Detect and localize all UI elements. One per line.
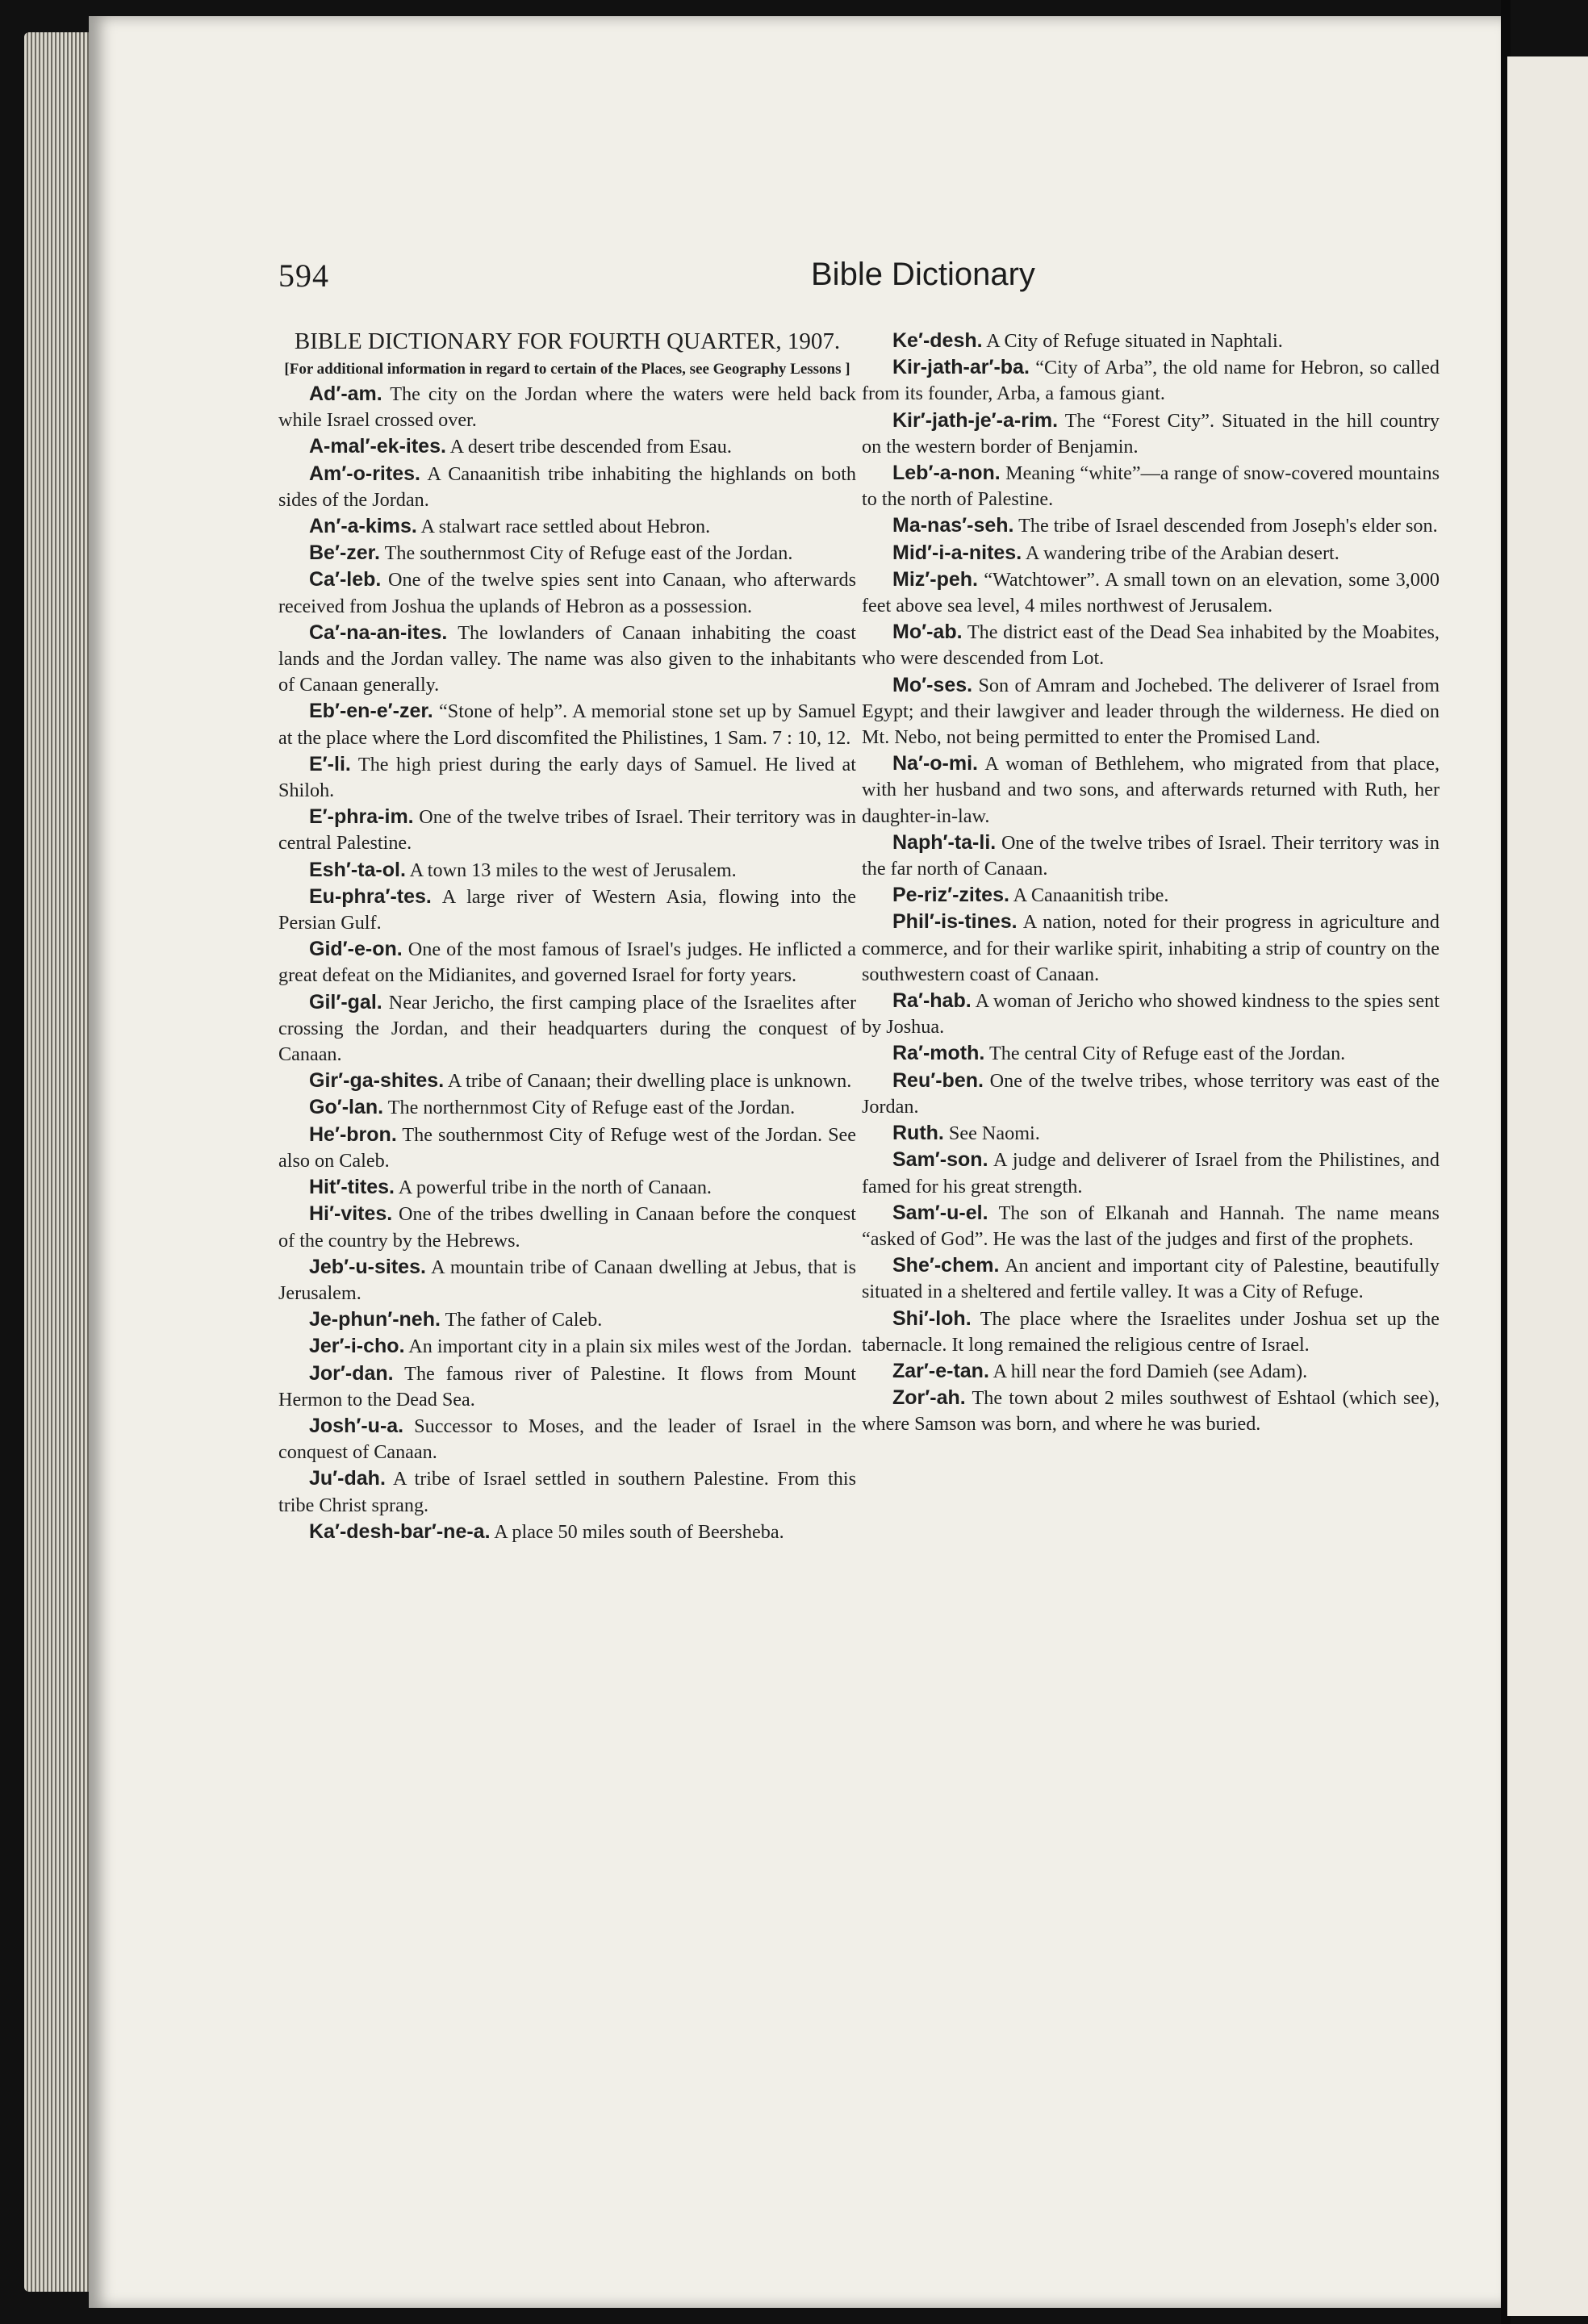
- entry-definition: A town 13 miles to the west of Jerusalem.: [409, 859, 737, 881]
- entry-definition: A stalwart race settled about Hebron.: [420, 516, 711, 538]
- entry-definition: A place 50 miles south of Beersheba.: [494, 1520, 784, 1543]
- dictionary-entry: [862, 1252, 1440, 1305]
- dictionary-entry: [278, 1306, 856, 1333]
- entry-term: Ke′-desh.: [892, 329, 983, 352]
- dictionary-entry: [862, 540, 1440, 566]
- entry-definition: One of the tribes dwelling in Canaan before the conquest of the country by the Hebrews.: [278, 1203, 857, 1252]
- entry-term: Hit′-tites.: [309, 1176, 395, 1199]
- entry-definition: The tribe of Israel descended from Joseph's elder son.: [1018, 515, 1438, 537]
- dictionary-entry: [278, 804, 856, 856]
- entry-definition: A hill near the ford Damieh (see Adam).: [992, 1360, 1308, 1382]
- dictionary-entry: [862, 1385, 1440, 1437]
- entry-term: Jor′-dan.: [309, 1361, 394, 1385]
- entry-definition: The central City of Refuge east of the Jordan.: [988, 1043, 1346, 1065]
- dictionary-entry: [278, 381, 856, 433]
- section-note: [For additional information in regard to certain of the Places, see Geography Lessons ]: [284, 361, 850, 378]
- entry-term: Am′-o-rites.: [309, 462, 420, 485]
- entry-term: Zor′-ah.: [892, 1386, 966, 1410]
- entry-definition: The northernmost City of Refuge east of the Jordan.: [387, 1097, 796, 1119]
- entry-term: Gil′-gal.: [309, 990, 382, 1014]
- entry-term: Esh′-ta-ol.: [309, 858, 406, 881]
- entry-term: E′-phra-im.: [309, 805, 414, 829]
- entry-term: Hi′-vites.: [309, 1202, 393, 1226]
- dictionary-entry: [862, 1068, 1440, 1120]
- entry-term: Naph′-ta-li.: [892, 830, 997, 854]
- entry-term: Shi′-loh.: [892, 1306, 972, 1330]
- right-entry-list: [862, 328, 1440, 1438]
- entry-term: Ca′-leb.: [309, 568, 382, 591]
- dictionary-entry: [862, 512, 1440, 539]
- entry-definition: A Canaanitish tribe.: [1013, 884, 1169, 907]
- page-number: 594: [278, 257, 329, 294]
- entry-definition: The place where the Israelites under Joshua set up the tabernacle. It long remained the religious centre of Israel.: [862, 1307, 1440, 1356]
- entry-definition: A powerful tribe in the north of Canaan.: [398, 1177, 712, 1199]
- entry-term: Ca′-na-an-ites.: [309, 621, 448, 644]
- dictionary-entry: [862, 830, 1440, 882]
- entry-definition: A desert tribe descended from Esau.: [449, 436, 732, 458]
- entry-term: Ma-nas′-seh.: [892, 514, 1014, 537]
- dictionary-entry: [278, 857, 856, 884]
- dictionary-entry: [278, 1465, 856, 1518]
- entry-definition: Near Jericho, the first camping place of the Israelites after crossing the Jordan, and their headquarters during the conquest of Canaan.: [278, 991, 856, 1066]
- entry-definition: A nation, noted for their progress in agriculture and commerce, and for their warlike spirit, inhabiting a strip of country on the southwestern coast of Canaan.: [862, 911, 1440, 985]
- entry-term: Sam′-u-el.: [892, 1201, 988, 1224]
- entry-term: Pe-riz′-zites.: [892, 884, 1009, 907]
- dictionary-entry: [862, 328, 1440, 354]
- dictionary-entry: [278, 540, 856, 566]
- dictionary-entry: [862, 1147, 1440, 1199]
- dictionary-entry: [862, 1120, 1440, 1147]
- entry-term: Ad′-am.: [309, 382, 382, 405]
- entry-definition: A woman of Jericho who showed kindness to the spies sent by Joshua.: [862, 990, 1440, 1039]
- page-header: [186, 257, 1444, 305]
- entry-term: Sam′-son.: [892, 1148, 988, 1172]
- dictionary-entry: [278, 989, 856, 1068]
- entry-term: Kir-jath-ar′-ba.: [892, 356, 1030, 379]
- dictionary-entry: [862, 750, 1440, 830]
- entry-definition: A mountain tribe of Canaan dwelling at Jebus, that is Jerusalem.: [278, 1256, 856, 1304]
- dictionary-entry: [278, 1333, 856, 1360]
- entry-definition: The town about 2 miles southwest of Eshtaol (which see), where Samson was born, and where he was buried.: [862, 1387, 1440, 1436]
- dictionary-entry: [278, 936, 856, 989]
- entry-term: Miz′-peh.: [892, 567, 978, 591]
- entry-term: Ra′-hab.: [892, 989, 972, 1013]
- dictionary-entry: [278, 884, 856, 936]
- entry-definition: One of the most famous of Israel's judges. He inflicted a great defeat on the Midianites, and governed Israel for forty years.: [278, 938, 856, 987]
- dictionary-entry: [862, 408, 1440, 460]
- entry-term: Ka′-desh-bar′-ne-a.: [309, 1519, 491, 1543]
- dictionary-entry: [862, 988, 1440, 1040]
- entry-definition: One of the twelve tribes of Israel. Their territory was in the far north of Canaan.: [862, 831, 1440, 880]
- dictionary-entry: [278, 620, 856, 699]
- entry-definition: “Watchtower”. A small town on an elevation, some 3,000 feet above sea level, 4 miles northwest of Jerusalem.: [862, 568, 1440, 617]
- dictionary-entry: [278, 1068, 856, 1094]
- dictionary-entry: [862, 909, 1440, 988]
- dictionary-entry: [862, 619, 1440, 671]
- dictionary-entry: [278, 1201, 856, 1253]
- dictionary-entry: [278, 751, 856, 804]
- entry-term: Reu′-ben.: [892, 1068, 984, 1092]
- entry-term: E′-li.: [309, 752, 351, 775]
- entry-term: Zar′-e-tan.: [892, 1359, 989, 1382]
- entry-definition: A City of Refuge situated in Naphtali.: [986, 330, 1283, 352]
- running-title: Bible Dictionary: [811, 257, 1035, 292]
- entry-term: She′-chem.: [892, 1254, 1000, 1277]
- dictionary-entry: [278, 513, 856, 540]
- entry-definition: A Canaanitish tribe inhabiting the highlands on both sides of the Jordan.: [278, 462, 857, 511]
- entry-term: Na′-o-mi.: [892, 752, 978, 775]
- entry-definition: A tribe of Canaan; their dwelling place is unknown.: [447, 1070, 852, 1093]
- entry-definition: A tribe of Israel settled in southern Palestine. From this tribe Christ sprang.: [278, 1468, 856, 1516]
- dictionary-entry: [278, 1519, 856, 1545]
- entry-term: Gid′-e-on.: [309, 938, 403, 961]
- entry-term: Leb′-a-non.: [892, 462, 1001, 485]
- dictionary-entry: [862, 1358, 1440, 1385]
- dictionary-entry: [278, 1094, 856, 1121]
- entry-term: An′-a-kims.: [309, 515, 417, 538]
- dictionary-entry: [278, 1413, 856, 1465]
- dictionary-entry: [862, 1200, 1440, 1252]
- entry-term: Eu-phra′-tes.: [309, 884, 432, 908]
- entry-definition: The high priest during the early days of Samuel. He lived at Shiloh.: [278, 753, 856, 802]
- entry-term: Je-phun′-neh.: [309, 1308, 441, 1331]
- entry-definition: The son of Elkanah and Hannah. The name means “asked of God”. He was the last of the judges and first of the prophets.: [862, 1202, 1440, 1250]
- entry-definition: The city on the Jordan where the waters were held back while Israel crossed over.: [278, 383, 856, 432]
- entry-definition: “Stone of help”. A memorial stone set up by Samuel at the place where the Lord discomfited the Philistines, 1 Sam. 7 : 10, 12.: [278, 700, 856, 749]
- left-column: [278, 328, 856, 1545]
- dictionary-entry: [278, 433, 856, 460]
- dictionary-entry: [278, 1361, 856, 1413]
- entry-term: Mid′-i-a-nites.: [892, 541, 1022, 564]
- dictionary-entry: [278, 461, 856, 513]
- entry-definition: The district east of the Dead Sea inhabited by the Moabites, who were descended from Lot.: [862, 621, 1440, 670]
- entry-definition: The southernmost City of Refuge east of the Jordan.: [384, 542, 793, 565]
- entry-term: Ju′-dah.: [309, 1467, 386, 1490]
- entry-definition: A large river of Western Asia, flowing into the Persian Gulf.: [278, 885, 856, 934]
- dictionary-entry: [862, 1306, 1440, 1358]
- dictionary-entry: [278, 698, 856, 750]
- section-heading: BIBLE DICTIONARY FOR FOURTH QUARTER, 1907.: [294, 328, 841, 354]
- entry-definition: One of the twelve tribes, whose territory was east of the Jordan.: [862, 1069, 1440, 1118]
- entry-term: Mo′-ab.: [892, 621, 963, 644]
- entry-term: Jeb′-u-sites.: [309, 1255, 426, 1278]
- entry-definition: The “Forest City”. Situated in the hill country on the western border of Benjamin.: [862, 409, 1440, 458]
- dictionary-entry: [862, 460, 1440, 512]
- entry-definition: Successor to Moses, and the leader of Israel in the conquest of Canaan.: [278, 1415, 857, 1464]
- entry-definition: “City of Arba”, the old name for Hebron, so called from its founder, Arba, a famous giant.: [862, 357, 1440, 405]
- entry-term: Phil′-is-tines.: [892, 910, 1018, 934]
- entry-term: Eb′-en-e′-zer.: [309, 700, 433, 723]
- dictionary-entry: [862, 566, 1440, 619]
- entry-term: Gir′-ga-shites.: [309, 1069, 445, 1093]
- right-column: [862, 328, 1440, 1438]
- entry-term: Ruth.: [892, 1122, 944, 1145]
- entry-definition: The lowlanders of Canaan inhabiting the coast lands and the Jordan valley. The name was also given to the inhabitants of Canaan generally.: [278, 621, 856, 696]
- entry-definition: One of the twelve spies sent into Canaan, who afterwards received from Joshua the uplands of Hebron as a possession.: [278, 569, 857, 617]
- dictionary-entry: [278, 1254, 856, 1306]
- entry-definition: Son of Amram and Jochebed. The deliverer of Israel from Egypt; and their lawgiver and leader through the wilderness. He died on Mt. Nebo, not being permitted to enter the Promised Land.: [862, 674, 1440, 749]
- entry-definition: A wandering tribe of the Arabian desert.: [1025, 541, 1339, 564]
- entry-definition: See Naomi.: [948, 1122, 1040, 1145]
- entry-definition: The southernmost City of Refuge west of the Jordan. See also on Caleb.: [278, 1123, 856, 1172]
- entry-term: Be′-zer.: [309, 541, 380, 565]
- dictionary-entry: [278, 566, 856, 619]
- dictionary-entry: [862, 354, 1440, 407]
- entry-definition: A judge and deliverer of Israel from the Philistines, and famed for his great strength.: [862, 1149, 1440, 1198]
- entry-definition: A woman of Bethlehem, who migrated from that place, with her husband and two sons, and afterwards returned with Ruth, her daughter-in-law.: [862, 753, 1440, 827]
- entry-term: Kir′-jath-je′-a-rim.: [892, 408, 1059, 432]
- entry-term: Ra′-moth.: [892, 1042, 985, 1065]
- left-entry-list: [278, 381, 856, 1545]
- entry-definition: Meaning “white”—a range of snow-covered mountains to the north of Palestine.: [862, 462, 1440, 511]
- facing-page-edge: [1507, 56, 1588, 2316]
- dictionary-entry: [862, 882, 1440, 909]
- entry-definition: An ancient and important city of Palestine, beautifully situated in a sheltered and fertile valley. It was a City of Refuge.: [862, 1255, 1440, 1303]
- entry-definition: The father of Caleb.: [445, 1309, 603, 1331]
- book-page-edges: [24, 32, 94, 2292]
- dictionary-entry: [278, 1174, 856, 1201]
- dictionary-entry: [862, 1040, 1440, 1067]
- entry-term: He′-bron.: [309, 1122, 397, 1146]
- entry-term: Josh′-u-a.: [309, 1414, 404, 1437]
- entry-definition: One of the twelve tribes of Israel. Their territory was in central Palestine.: [278, 806, 857, 855]
- entry-term: Jer′-i-cho.: [309, 1335, 405, 1358]
- dictionary-entry: [862, 672, 1440, 751]
- entry-definition: The famous river of Palestine. It flows from Mount Hermon to the Dead Sea.: [278, 1362, 856, 1411]
- entry-term: Mo′-ses.: [892, 673, 973, 696]
- entry-definition: An important city in a plain six miles west of the Jordan.: [408, 1335, 852, 1358]
- entry-term: Go′-lan.: [309, 1096, 384, 1119]
- entry-term: A-mal′-ek-ites.: [309, 435, 446, 458]
- dictionary-entry: [278, 1122, 856, 1174]
